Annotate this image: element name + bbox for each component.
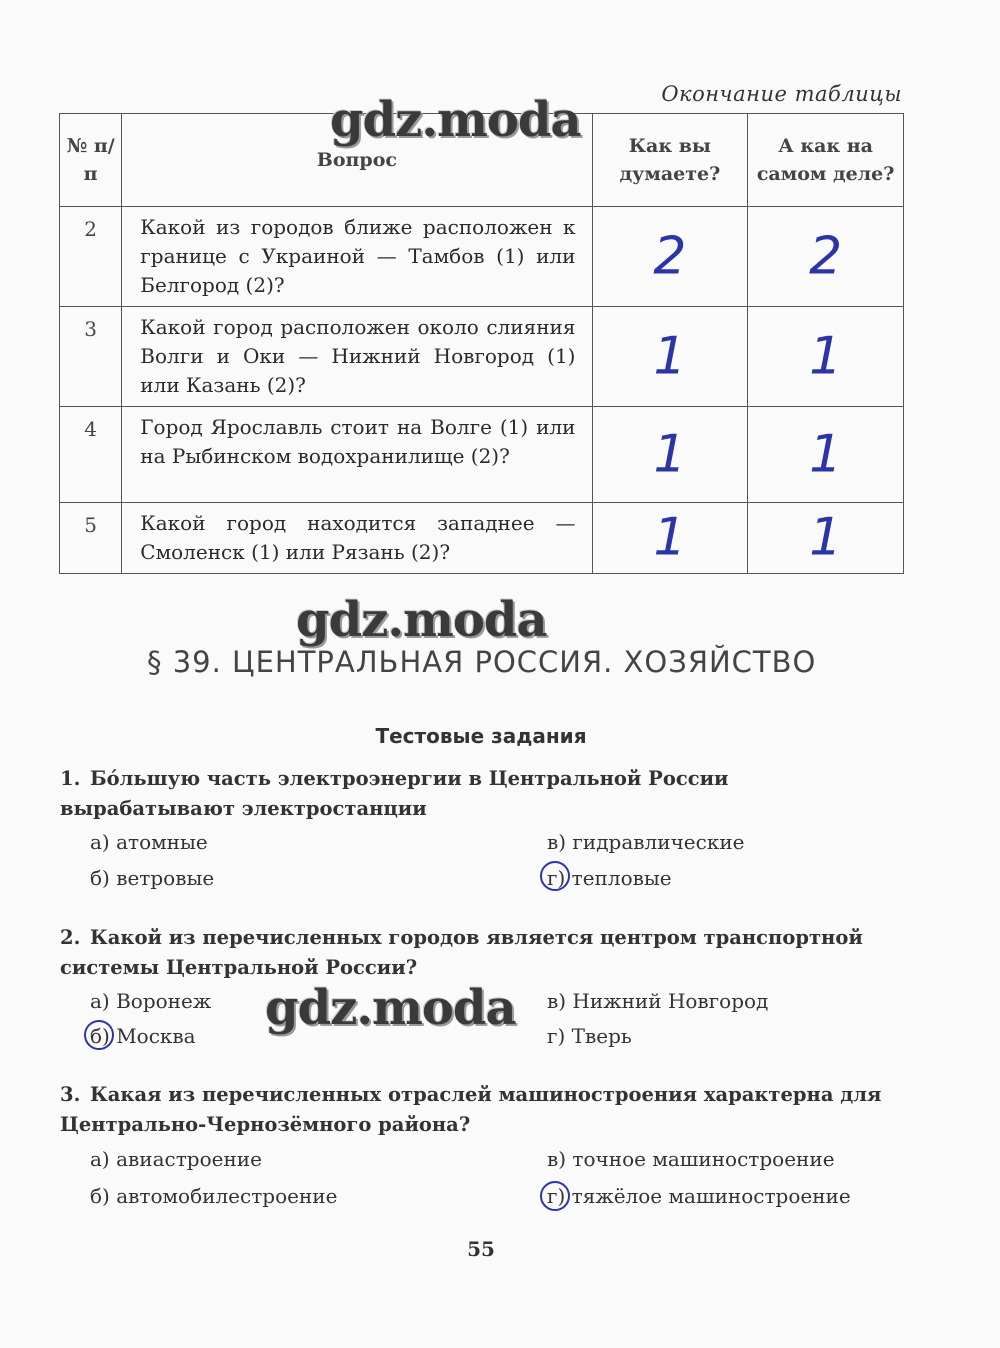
option-b: б) Москва xyxy=(90,1024,196,1048)
row-guess-cell xyxy=(592,503,748,574)
option-d: г) Тверь xyxy=(547,1024,632,1048)
header-number: № п/п xyxy=(60,114,122,207)
selected-answer-circle xyxy=(84,1020,114,1050)
option-c: в) Нижний Новгород xyxy=(547,989,769,1013)
subheading: Тестовые задания xyxy=(375,724,587,748)
option-d: г) тяжёлое машиностроение xyxy=(547,1184,851,1208)
row-number: 3 xyxy=(60,307,122,407)
row-guess-cell xyxy=(592,407,748,503)
question-text: Какой из перечисленных городов является центром транспортной системы Центральной России? xyxy=(60,926,863,979)
question-text: Какая из перечисленных отраслей машиностроения характерна для Центрально-Чернозёмного района? xyxy=(60,1083,882,1136)
header-guess: Как вы думаете? xyxy=(592,114,748,207)
option-b: б) ветровые xyxy=(90,866,215,890)
handwritten-actual: 1 xyxy=(809,326,843,386)
option-b: б) автомобилестроение xyxy=(90,1184,338,1208)
row-actual-cell xyxy=(748,407,904,503)
option-a: а) Воронеж xyxy=(90,989,212,1013)
header-question: Вопрос xyxy=(122,114,592,207)
option-c: в) гидравлические xyxy=(547,830,745,854)
row-question: Какой из городов ближе расположен к границе с Украиной — Тамбов (1) или Белгород (2)? xyxy=(122,207,592,307)
option-c: в) точное машиностроение xyxy=(547,1147,835,1171)
row-question: Город Ярославль стоит на Волге (1) или на Рыбинском водохранилище (2)? xyxy=(122,407,592,503)
table-row xyxy=(60,207,904,307)
handwritten-actual: 1 xyxy=(809,507,843,568)
test-question xyxy=(60,764,905,824)
selected-answer-circle xyxy=(540,1181,570,1211)
section-title: § 39. ЦЕНТРАЛЬНАЯ РОССИЯ. ХОЗЯЙСТВО xyxy=(147,645,817,679)
row-guess-cell xyxy=(592,307,748,407)
option-a: а) авиастроение xyxy=(90,1147,262,1171)
page-number: 55 xyxy=(467,1237,495,1261)
table-row xyxy=(60,307,904,407)
handwritten-guess: 1 xyxy=(653,507,687,568)
table-continuation-label: Окончание таблицы xyxy=(661,82,902,106)
handwritten-guess: 1 xyxy=(653,424,687,484)
header-actual: А как на самом деле? xyxy=(748,114,904,207)
question-number: 1. xyxy=(60,767,81,790)
row-actual-cell xyxy=(748,207,904,307)
handwritten-actual: 2 xyxy=(809,226,843,286)
row-question: Какой город расположен около слияния Волги и Оки — Нижний Новгород (1) или Казань (2)? xyxy=(122,307,592,407)
watermark-bottom: gdz.moda xyxy=(265,980,516,1036)
row-number: 2 xyxy=(60,207,122,307)
table-row xyxy=(60,407,904,503)
row-actual-cell xyxy=(748,307,904,407)
watermark-middle: gdz.moda xyxy=(296,592,547,648)
question-number: 3. xyxy=(60,1083,81,1106)
test-question xyxy=(60,923,905,983)
row-guess-cell xyxy=(592,207,748,307)
test-question xyxy=(60,1080,905,1140)
watermark-top: gdz.moda xyxy=(330,92,581,148)
question-text: Бóльшую часть электроэнергии в Центральной России вырабатывают электростанции xyxy=(60,767,729,820)
option-a: а) атомные xyxy=(90,830,208,854)
question-number: 2. xyxy=(60,926,81,949)
row-actual-cell xyxy=(748,503,904,574)
option-d: г) тепловые xyxy=(547,866,672,890)
table-row xyxy=(60,503,904,574)
selected-answer-circle xyxy=(540,861,570,891)
questions-table xyxy=(59,113,904,574)
handwritten-guess: 1 xyxy=(653,326,687,386)
row-number: 5 xyxy=(60,503,122,574)
row-number: 4 xyxy=(60,407,122,503)
handwritten-guess: 2 xyxy=(653,226,687,286)
row-question: Какой город находится западнее — Смоленск (1) или Рязань (2)? xyxy=(122,503,592,574)
handwritten-actual: 1 xyxy=(809,424,843,484)
